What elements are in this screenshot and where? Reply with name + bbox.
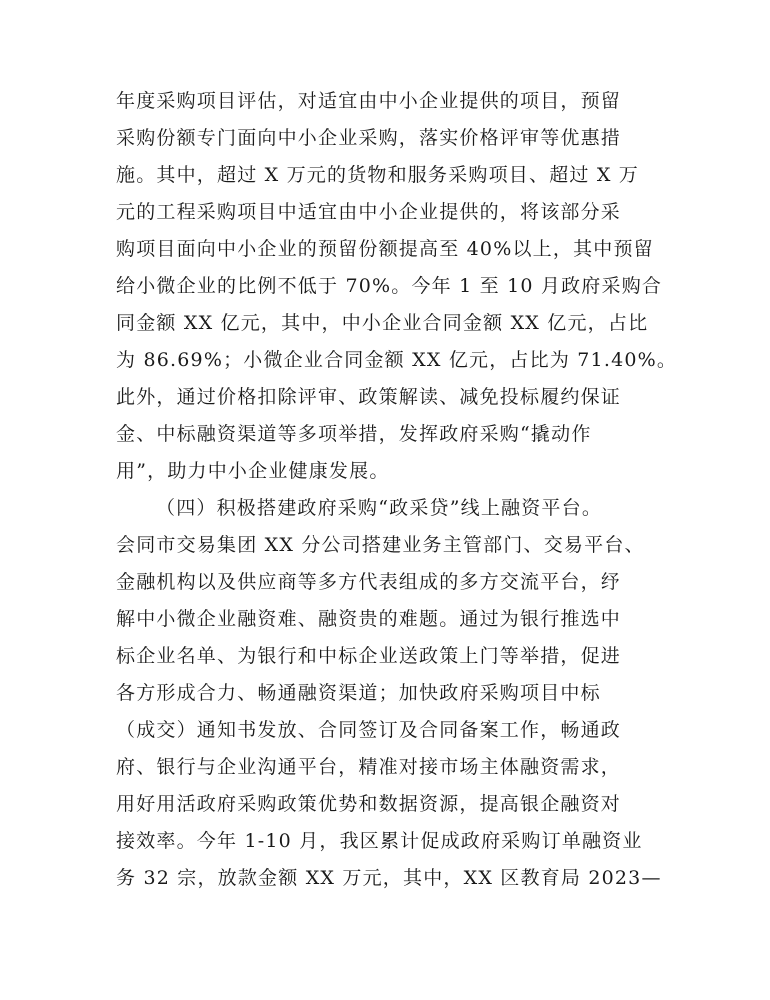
text-line: 会同市交易集团 XX 分公司搭建业务主管部门、交易平台、 bbox=[116, 534, 645, 556]
text-line: 接效率。今年 1-10 月，我区累计促成政府采购订单融资业 bbox=[116, 830, 643, 852]
text-line: 购项目面向中小企业的预留份额提高至 40%以上，其中预留 bbox=[116, 238, 654, 260]
text-line: 施。其中，超过 X 万元的货物和服务采购项目、超过 X 万 bbox=[116, 164, 640, 186]
text-line: 此外，通过价格扣除评审、政策解读、减免投标履约保证 bbox=[116, 386, 622, 408]
text-line: 同金额 XX 亿元，其中，中小企业合同金额 XX 亿元，占比 bbox=[116, 312, 649, 334]
text-line: 金、中标融资渠道等多项举措，发挥政府采购“撬动作 bbox=[116, 423, 592, 445]
text-line: （成交）通知书发放、合同签订及合同备案工作，畅通政 bbox=[116, 719, 622, 741]
text-line: 元的工程采购项目中适宜由中小企业提供的，将该部分采 bbox=[116, 201, 622, 223]
text-line: 用好用活政府采购政策优势和数据资源，提高银企融资对 bbox=[116, 793, 622, 815]
text-line: 年度采购项目评估，对适宜由中小企业提供的项目，预留 bbox=[116, 90, 622, 112]
text-line: 为 86.69%；小微企业合同金额 XX 亿元，占比为 71.40%。 bbox=[116, 349, 678, 371]
text-line: 采购份额专门面向中小企业采购，落实价格评审等优惠措 bbox=[116, 127, 622, 149]
text-line: 标企业名单、为银行和中标企业送政策上门等举措，促进 bbox=[116, 645, 622, 667]
text-line: 各方形成合力、畅通融资渠道；加快政府采购项目中标 bbox=[116, 682, 601, 704]
text-line: 给小微企业的比例不低于 70%。今年 1 至 10 月政府采购合 bbox=[116, 275, 663, 297]
text-line: 务 32 宗，放款金额 XX 万元，其中，XX 区教育局 2023— bbox=[116, 867, 662, 889]
text-line: 用”，助力中小企业健康发展。 bbox=[116, 460, 390, 482]
text-line: 解中小微企业融资难、融资贵的难题。通过为银行推选中 bbox=[116, 608, 622, 630]
text-line: 府、银行与企业沟通平台，精准对接市场主体融资需求， bbox=[116, 756, 622, 778]
section-heading: （四）积极搭建政府采购“政采贷”线上融资平台。 bbox=[156, 497, 603, 519]
text-line: 金融机构以及供应商等多方代表组成的多方交流平台，纾 bbox=[116, 571, 622, 593]
